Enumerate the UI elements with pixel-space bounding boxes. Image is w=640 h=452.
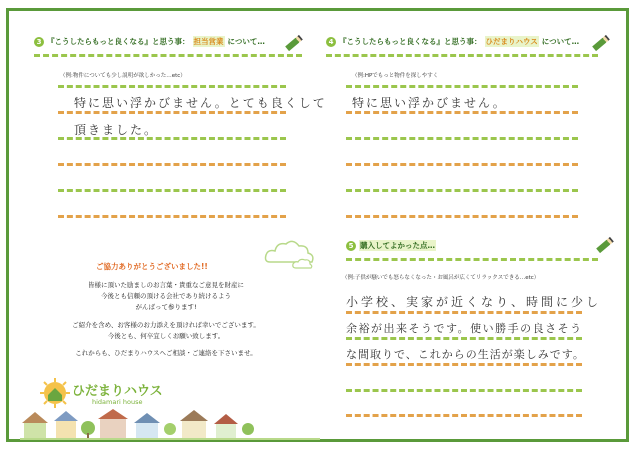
- rule-line: [346, 311, 582, 314]
- house-icon: [22, 412, 48, 438]
- thanks-line: ご紹介を含め、お客様のお力添えを頂ければ幸いでございます。: [72, 321, 260, 329]
- house-icon: [54, 411, 78, 438]
- section5-number: 5: [346, 241, 356, 251]
- section4-hint: （例:HPでもっと物件を探しやすく: [352, 73, 439, 79]
- heading-underline: [34, 54, 302, 57]
- thanks-line: 今後とも信頼の頂ける会社であり続けるよう: [101, 292, 231, 300]
- tree-icon: [164, 423, 176, 435]
- rule-line: [346, 137, 578, 140]
- section5-answer-line1: 小学校、実家が近くなり、時間に少し: [346, 295, 602, 309]
- heading-underline: [346, 258, 598, 261]
- section4-answer-line1: 特に思い浮かびません。: [352, 96, 507, 110]
- heading-underline: [326, 54, 598, 57]
- section3-title-b: 担当営業: [193, 37, 224, 46]
- rule-line: [346, 414, 582, 417]
- thanks-line: これからも、ひだまりハウスへご相談・ご連絡を下さいませ。: [75, 349, 257, 357]
- rule-line: [346, 215, 578, 218]
- section5-title: 購入してよかった点…: [360, 241, 435, 250]
- thanks-line: がんばって参ります!: [135, 303, 197, 311]
- rule-line: [346, 389, 582, 392]
- rule-line: [346, 337, 582, 340]
- section4-title-b: ひだまりハウス: [485, 37, 538, 46]
- thanks-title: ご協力ありがとうございました!!: [96, 262, 208, 271]
- town-illustration: [20, 408, 320, 440]
- section3-title-c: について…: [227, 37, 265, 46]
- thanks-paragraph-1: [40, 280, 292, 313]
- section4-title-a: 『こうしたらもっと良くなる』と思う事：: [339, 37, 482, 46]
- rule-line: [58, 163, 286, 166]
- logo-name: ひだまりハウス: [72, 384, 163, 399]
- thanks-paragraph-2: [40, 320, 292, 342]
- section4-number: 4: [326, 37, 336, 47]
- section3-answer-line2: 頂きました。: [74, 123, 159, 137]
- rule-line: [58, 189, 286, 192]
- section5-answer-line2: 余裕が出来そうです。使い勝手の良さそう: [346, 322, 583, 335]
- section3-number: 3: [34, 37, 44, 47]
- section3-title-a: 『こうしたらもっと良くなる』と思う事：: [47, 37, 190, 46]
- rule-line: [58, 85, 286, 88]
- thanks-line: 今後とも、何卒宜しくお願い致します。: [107, 332, 225, 340]
- tree-icon: [81, 421, 95, 435]
- section3-answer-line1: 特に思い浮かびません。とても良くして: [74, 96, 327, 110]
- section5-heading: [346, 240, 436, 251]
- section3-heading: [34, 36, 265, 47]
- tree-icon: [242, 423, 254, 435]
- rule-line: [346, 163, 578, 166]
- house-icon: [214, 414, 238, 438]
- rule-line: [346, 85, 578, 88]
- logo-subtitle: hidamari house: [92, 398, 143, 406]
- rule-line: [58, 137, 286, 140]
- house-logo-icon: [40, 378, 70, 408]
- rule-line: [58, 215, 286, 218]
- house-icon: [180, 410, 208, 438]
- section4-title-c: について…: [541, 37, 580, 46]
- rule-line: [346, 111, 578, 114]
- section5-answer-line3: な間取りで、これからの生活が楽しみです。: [346, 348, 585, 361]
- rule-line: [346, 363, 582, 366]
- section5-hint: （例:子供が騒いでも怒らなくなった・お風呂が広くてリラックスできる…etc）: [342, 275, 540, 281]
- house-icon: [98, 409, 128, 438]
- section3-hint: （例:物件についても少し説明が欲しかった…etc）: [60, 73, 186, 79]
- rule-line: [346, 189, 578, 192]
- cloud-icon: [262, 236, 318, 270]
- thanks-paragraph-3: [40, 348, 292, 359]
- thanks-line: 皆様に頂いた励ましのお言葉・貴重なご意見を財産に: [88, 281, 244, 289]
- rule-line: [58, 111, 286, 114]
- section4-heading: [326, 36, 579, 47]
- house-icon: [134, 413, 160, 438]
